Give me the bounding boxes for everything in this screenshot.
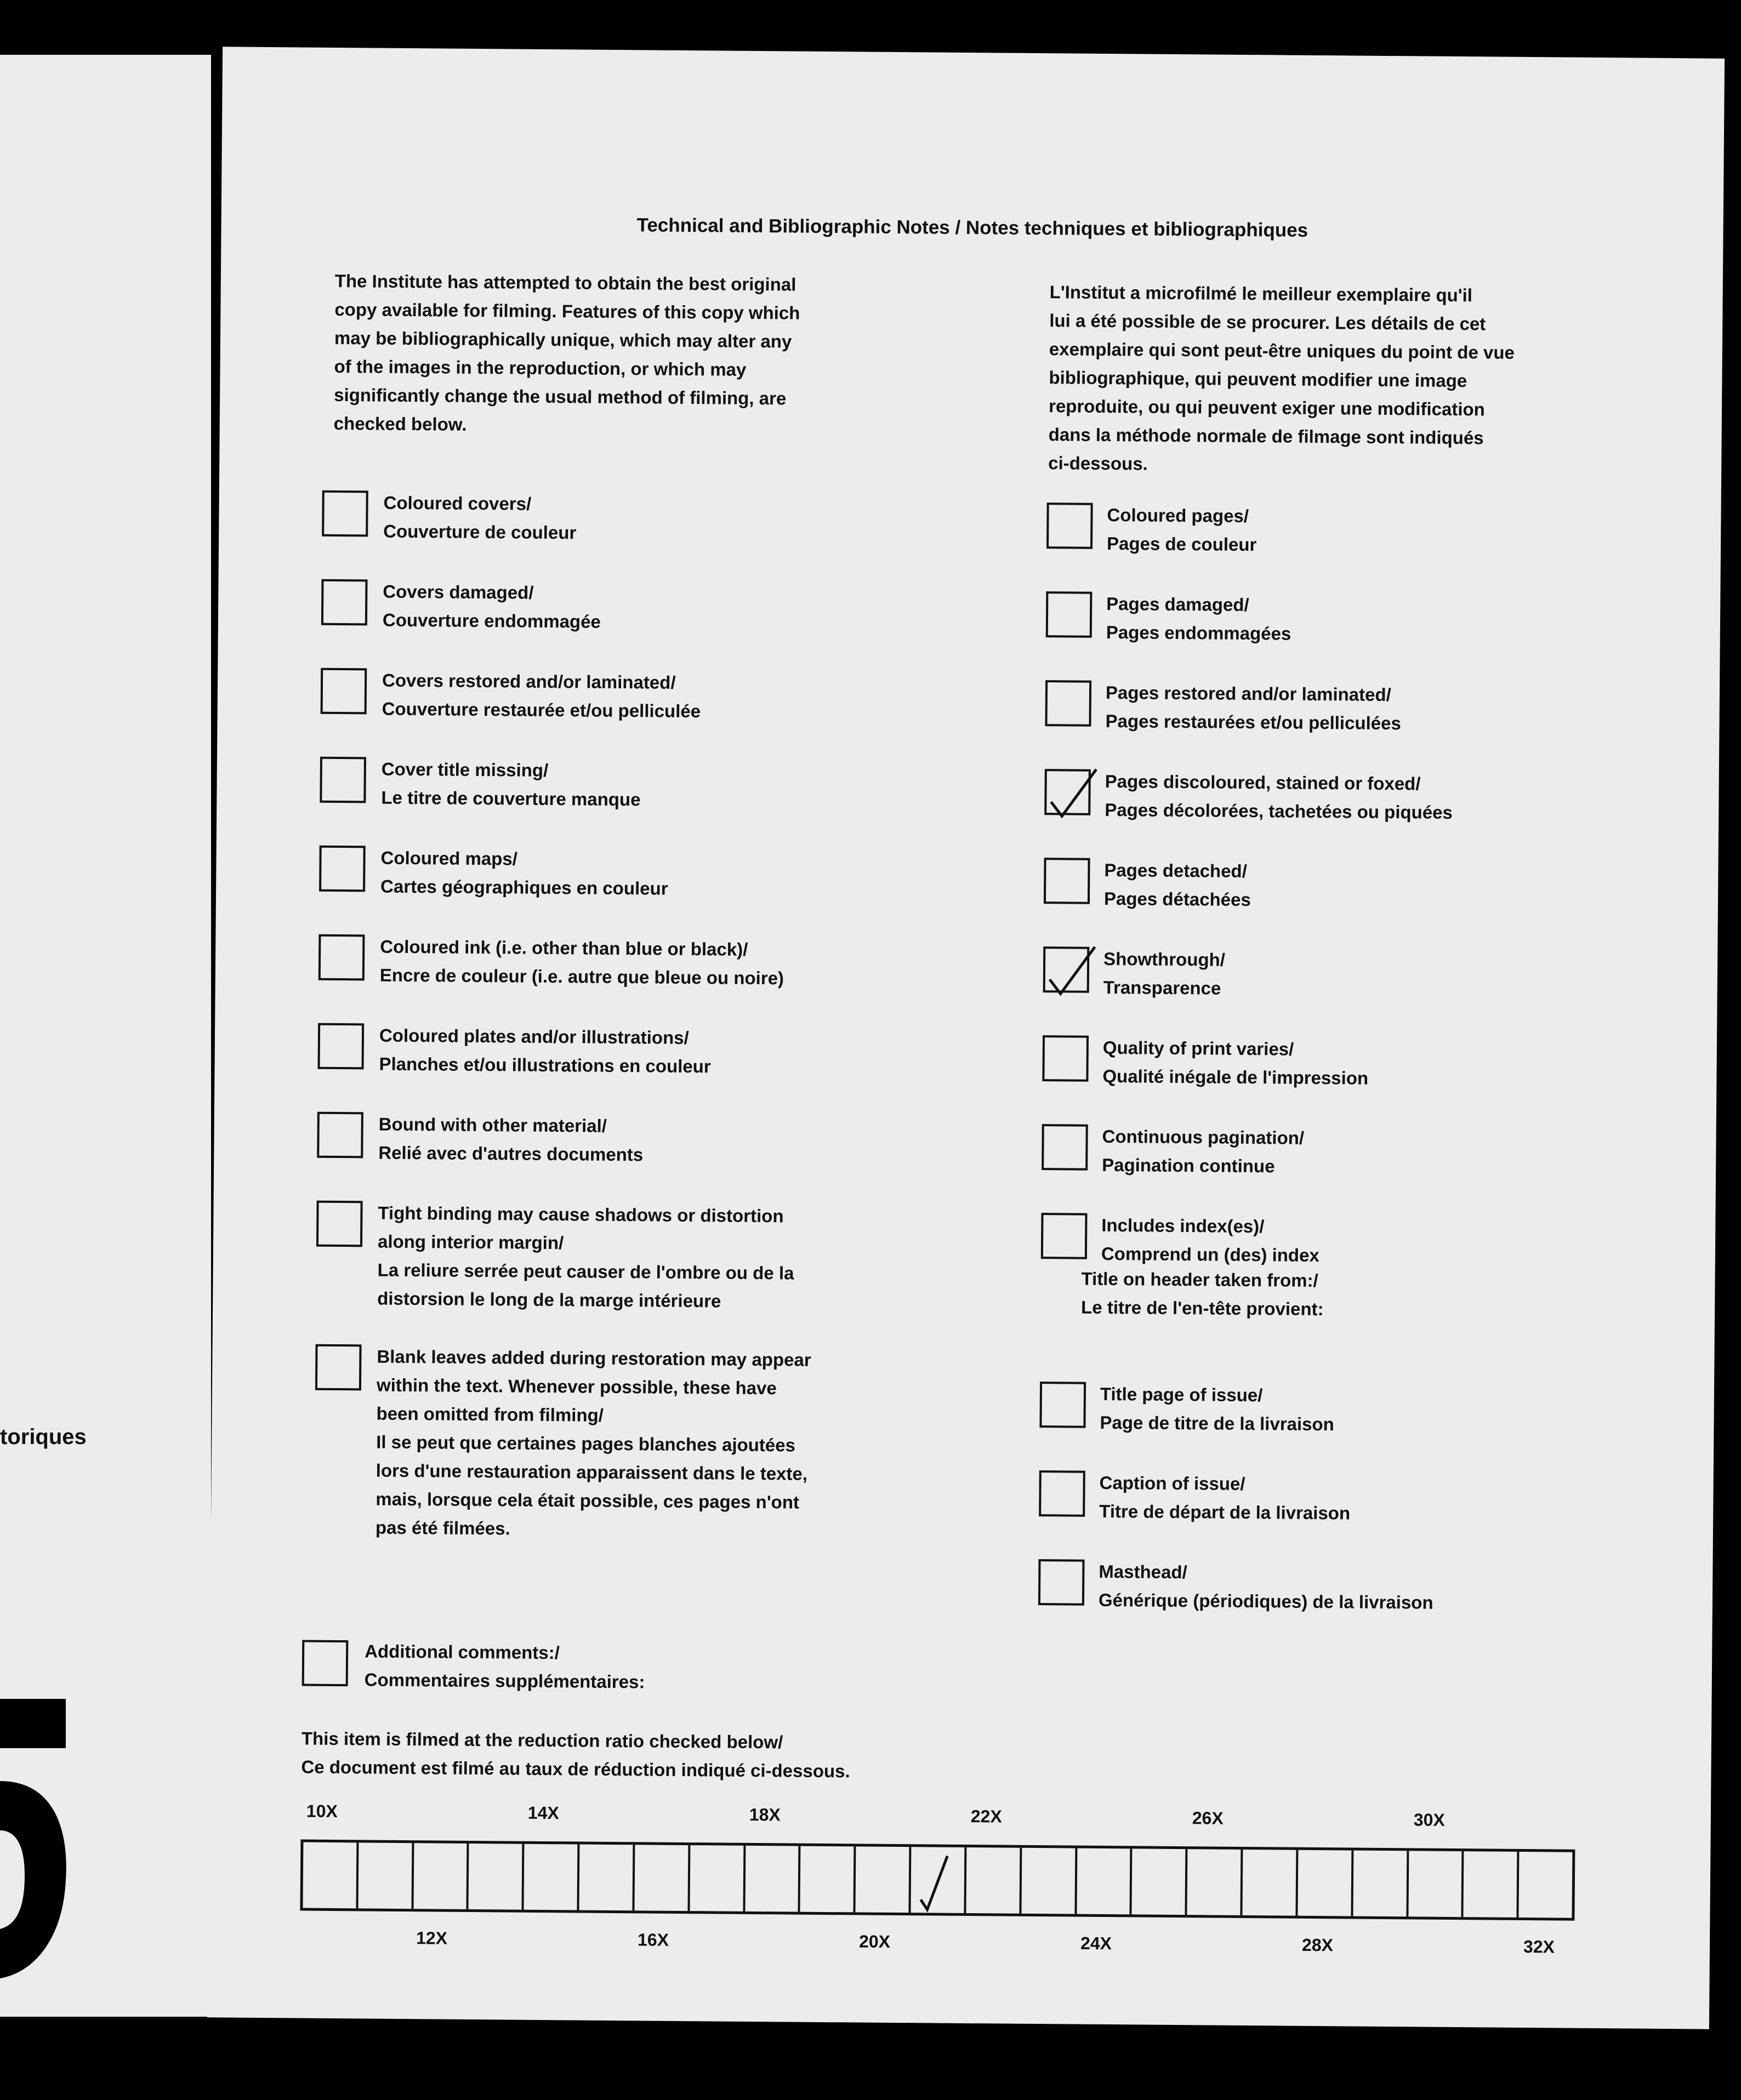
ratio-cell[interactable] (856, 1846, 912, 1913)
right-item-checkbox[interactable] (1041, 1213, 1088, 1259)
left-item-checkbox[interactable] (321, 579, 368, 626)
ratio-cell[interactable] (966, 1847, 1022, 1914)
right-item-checkbox[interactable] (1045, 680, 1091, 727)
ratio-cell[interactable] (1408, 1851, 1464, 1917)
left-item-label: Coloured covers/ Couverture de couleur (383, 492, 577, 543)
left-item-checkbox[interactable] (318, 934, 365, 981)
ratio-cell[interactable] (413, 1843, 469, 1909)
ratio-cell[interactable] (579, 1845, 635, 1911)
left-item-checkbox[interactable] (321, 668, 367, 715)
ratio-cell[interactable] (1519, 1852, 1573, 1918)
ratio-label-top: 10X (306, 1801, 338, 1822)
left-item-label: Covers damaged/ Couverture endommagée (382, 581, 601, 632)
ratio-label-bottom: 16X (637, 1930, 669, 1950)
right-item-checkbox[interactable] (1044, 858, 1090, 904)
left-item-label: Bound with other material/ Relié avec d'autres documents (378, 1114, 644, 1165)
right-item-checkbox[interactable] (1042, 1035, 1089, 1082)
reduction-intro: This item is filmed at the reduction ratio checked below/ Ce document est filmé au taux de réduction indiqué ci-dessous. (301, 1728, 850, 1782)
ratio-label-top: 14X (527, 1802, 559, 1823)
ratio-label-top: 22X (970, 1806, 1002, 1827)
ratio-cell[interactable] (800, 1846, 856, 1913)
left-item-label: Coloured ink (i.e. other than blue or black)/ Encre de couleur (i.e. autre que bleue ou noire) (379, 936, 784, 989)
ratio-cell[interactable] (1353, 1851, 1409, 1917)
checkmark-icon (1042, 940, 1103, 1001)
left-item-label: Blank leaves added during restoration may appear within the text. Whenever possible, these have been omitted from filming/ Il se peut que certaines pages blanches ajoutées lors d'une restauration apparaissent dans le texte, mais, lorsque cela était possible, ces pages n'ont pas été filmées. (375, 1346, 811, 1539)
ratio-label-bottom: 32X (1523, 1937, 1555, 1957)
header-note: Title on header taken from:/ Le titre de l'en-tête provient: (1081, 1268, 1324, 1320)
ratio-cell[interactable] (1187, 1849, 1243, 1915)
checkmark-icon (917, 1852, 961, 1913)
right-item-2-checkbox[interactable] (1039, 1470, 1085, 1517)
ratio-label-bottom: 20X (858, 1931, 891, 1951)
left-item-label: Cover title missing/ Le titre de couverture manque (381, 758, 641, 810)
ratio-cell[interactable] (469, 1844, 525, 1910)
ratio-label-top: 30X (1413, 1810, 1445, 1830)
ratio-cell[interactable] (303, 1842, 359, 1909)
right-item-2-checkbox[interactable] (1039, 1382, 1086, 1428)
ratio-cell[interactable] (1243, 1850, 1299, 1916)
left-item-checkbox[interactable] (315, 1344, 362, 1391)
ratio-cell[interactable] (634, 1845, 690, 1911)
reduction-ratio-strip (300, 1840, 1575, 1921)
right-item-checkbox[interactable] (1043, 946, 1090, 993)
right-item-checkbox[interactable] (1042, 1124, 1088, 1171)
left-item-label: Tight binding may cause shadows or distortion along interior margin/ La reliure serrée peut causer de l'ombre ou de la distorsion le long de la marge intérieure (377, 1202, 794, 1311)
right-item-2-label: Title page of issue/ Page de titre de la livraison (1100, 1383, 1334, 1435)
left-item-label: Covers restored and/or laminated/ Couverture restaurée et/ou pelliculée (382, 670, 701, 722)
intro-french: L'Institut a microfilmé le meilleur exemplaire qu'il lui a été possible de se procurer. Les détails de cet exemplaire qui sont peut-être uniques du point de vue bibliographique, qui peuvent modifier une image reproduite, ou qui peuvent exiger une modification dans la méthode normale de filmage sont indiqués ci-dessous. (1048, 282, 1515, 474)
ratio-label-top: 18X (749, 1804, 781, 1825)
left-item-label: Coloured maps/ Cartes géographiques en couleur (380, 847, 668, 899)
left-item-checkbox[interactable] (319, 846, 366, 892)
ratio-cell[interactable] (524, 1844, 580, 1910)
right-item-label: Showthrough/ Transparence (1103, 948, 1226, 998)
left-page-edge (0, 55, 211, 2017)
ratio-label-bottom: 12X (416, 1928, 448, 1948)
left-page-fragment-text: toriques (0, 1425, 87, 1449)
left-item-checkbox[interactable] (318, 1023, 365, 1070)
right-item-label: Quality of print varies/ Qualité inégale de l'impression (1102, 1037, 1369, 1088)
right-item-label: Includes index(es)/ Comprend un (des) index (1101, 1214, 1319, 1266)
intro-english: The Institute has attempted to obtain the best original copy available for filming. Features of this copy which may be bibliographically unique, which may alter any of the images in the reproduction, or which may significantly change the usual method of filming, are checked below. (333, 270, 800, 435)
left-item-checkbox[interactable] (317, 1112, 363, 1159)
left-item-checkbox[interactable] (320, 757, 366, 803)
right-item-2-label: Masthead/ Générique (périodiques) de la livraison (1098, 1561, 1433, 1613)
ratio-cell[interactable] (690, 1845, 746, 1911)
checkmark-icon (1043, 762, 1104, 823)
ratio-label-bottom: 24X (1080, 1933, 1112, 1954)
ratio-label-bottom: 28X (1301, 1934, 1334, 1955)
ratio-label-top: 26X (1192, 1808, 1224, 1828)
additional-comments-checkbox[interactable] (302, 1640, 349, 1687)
right-item-2-label: Caption of issue/ Titre de départ de la livraison (1099, 1472, 1351, 1523)
left-item-checkbox[interactable] (322, 490, 368, 537)
page-title: Technical and Bibliographic Notes / Notes techniques et bibliographiques (636, 214, 1308, 241)
right-item-label: Continuous pagination/ Pagination continue (1102, 1126, 1305, 1177)
additional-comments-label: Additional comments:/ Commentaires supplémentaires: (364, 1641, 645, 1692)
notes-sheet (207, 47, 1725, 2029)
ratio-cell[interactable] (358, 1842, 414, 1909)
right-item-checkbox[interactable] (1044, 769, 1091, 815)
ratio-cell[interactable] (1464, 1851, 1520, 1918)
ratio-cell[interactable] (911, 1847, 967, 1913)
ratio-cell[interactable] (1132, 1848, 1188, 1915)
left-item-checkbox[interactable] (316, 1201, 363, 1247)
right-item-label: Pages restored and/or laminated/ Pages restaurées et/ou pelliculées (1105, 682, 1401, 734)
right-item-checkbox[interactable] (1046, 503, 1093, 549)
ratio-cell[interactable] (1298, 1850, 1353, 1916)
right-item-label: Pages discoloured, stained or foxed/ Pages décolorées, tachetées ou piquées (1105, 771, 1453, 823)
left-item-label: Coloured plates and/or illustrations/ Planches et/ou illustrations en couleur (379, 1025, 711, 1077)
ratio-cell[interactable] (1021, 1848, 1077, 1914)
ratio-cell[interactable] (1077, 1848, 1133, 1915)
right-item-label: Pages detached/ Pages détachées (1103, 859, 1251, 910)
right-item-2-checkbox[interactable] (1038, 1559, 1085, 1606)
right-item-checkbox[interactable] (1046, 591, 1093, 638)
ratio-cell[interactable] (745, 1846, 801, 1912)
large-digit-fragment (0, 1699, 71, 1984)
right-item-label: Pages damaged/ Pages endommagées (1106, 593, 1291, 644)
right-item-label: Coloured pages/ Pages de couleur (1106, 504, 1257, 555)
